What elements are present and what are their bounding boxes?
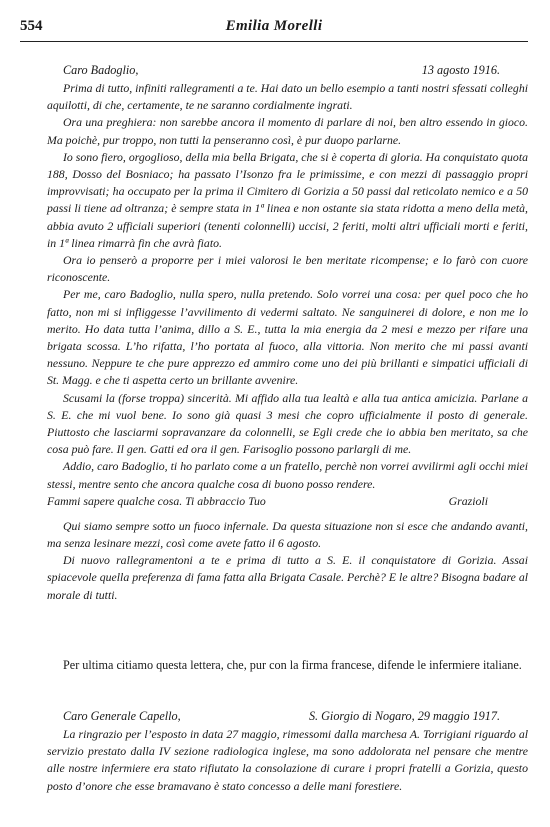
narrative-paragraph: Per ultima citiamo questa lettera, che, pur con la firma francese, difende le infermiere italiane.	[63, 658, 522, 672]
postscript-paragraph: Di nuovo rallegramentoni a te e prima di tutto a S. E. il conquistatore di Gorizia. Assai spiacevole quella preferenza di fama fatta alla Brigata Casale. Perchè? E le altre? Bisogna badare al morale di tutti.	[47, 553, 528, 602]
letter-date: S. Giorgio di Nogaro, 29 maggio 1917.	[308, 709, 500, 723]
letter-to-capello	[47, 708, 528, 795]
letter-signoff	[47, 493, 528, 510]
letter-paragraph: La ringrazio per l’esposto in data 27 maggio, rimessomi dalla marchesa A. Torrigiani riguardo al servizio prestato dalla IV sezione radiologica inglese, ma sono addolorata nel pensare che mentre alle nostre infermiere era stato rifiutato la consolazione di curare i propri fratelli a Gorizia, questo posto d’onore che esse bramavano è stato concesso a delle mani forestiere.	[47, 727, 528, 793]
letter-paragraph: Ora una preghiera: non sarebbe ancora il momento di parlare di noi, ben altro essendo in gioco. Ma poichè, pur troppo, non tutti la penseranno così, è pur duopo parlarne.	[47, 115, 528, 147]
signoff-text: Fammi sapere qualche cosa. Ti abbraccio Tuo	[47, 493, 266, 508]
letter-paragraph: Ora io penserò a proporre per i miei valorosi le ben meritate ricompense; e lo farò con cuore riconoscente.	[47, 253, 528, 285]
letter-salutation: Caro Generale Capello,	[63, 709, 181, 723]
letter-paragraph: Scusami la (forse troppa) sincerità. Mi affido alla tua lealtà e alla tua antica amicizia. Parlane a S. E. che mi vuol bene. Io sono già quasi 3 mesi che copro ufficialmente il posto di generale. Piuttosto che lasciarmi sopravanzare da colonnelli, se Egli crede che io abbia ben meritato, sa che cosa può fare. Il gen. Gatti ed ora il gen. Farisoglio possono parlargli di me.	[47, 390, 528, 457]
page-number: 554	[20, 18, 43, 34]
letter-to-badoglio	[47, 62, 528, 604]
letter-paragraph: Per me, caro Badoglio, nulla spero, nulla pretendo. Solo vorrei una cosa: per quel poco che ho fatto, non mi si infliggesse l’avvilimento di vedermi saltato. Ne sanguinerei di dolore, e non me lo merito. Ho data tutta l’anima, dillo a S. E., tutta la mia energia da 2 mesi e mezzo per rifare una brigata scossa. L’ho rifatta, l’ho portata al fuoco, alla vittoria. Non merito che mi passi avanti nessuno. Neppure te che pure apprezzo ed ammiro come uno dei più brillanti e simpatici ufficiali di St. Magg. e che ti aspetta certo un brillante avvenire.	[47, 287, 528, 388]
signature: Grazioli	[448, 493, 488, 508]
running-head	[20, 18, 528, 40]
running-title: Emilia Morelli	[225, 18, 323, 34]
letter-paragraph: Prima di tutto, infiniti rallegramenti a te. Hai dato un bello esempio a tanti nostri sfessati colleghi aquilotti, di che, certamente, te ne saranno cordialmente ingrati.	[47, 81, 528, 113]
header-rule	[20, 41, 528, 42]
letter-heading	[47, 708, 528, 726]
letter-paragraph: Addio, caro Badoglio, ti ho parlato come a un fratello, perchè non vorrei avvilirmi agli occhi miei stessi, mentre sento che ancora qualche cosa di buono posso rendere.	[47, 459, 528, 491]
letter-salutation: Caro Badoglio,	[63, 63, 139, 77]
letter-paragraph: Io sono fiero, orgoglioso, della mia bella Brigata, che si è coperta di gloria. Ha conquistato quota 188, Dosso del Bosniaco; ha passato l’Isonzo fra le primissime, e con mezzi di passaggio propri improvvisati; ha occupato per la prima il Cimitero di Gorizia a 50 passi dal reticolato nemico e a 50 passi li tiene ad oltranza; è sempre stata in 1ª linea e non ostante sia stata ridotta a meno della metà, abbia avuto 2 ufficiali superiori (tenenti colonnelli) uccisi, 2 feriti, molti altri ufficiali morti e feriti, in 1ª linea rimarrà fin che avrà fiato.	[47, 149, 528, 250]
letter-heading	[47, 62, 528, 80]
postscript-paragraph: Qui siamo sempre sotto un fuoco infernale. Da questa situazione non si esce che andando avanti, ma senza lesinare mezzi, così come avete fatto il 6 agosto.	[47, 518, 528, 551]
letter-date: 13 agosto 1916.	[421, 63, 500, 77]
